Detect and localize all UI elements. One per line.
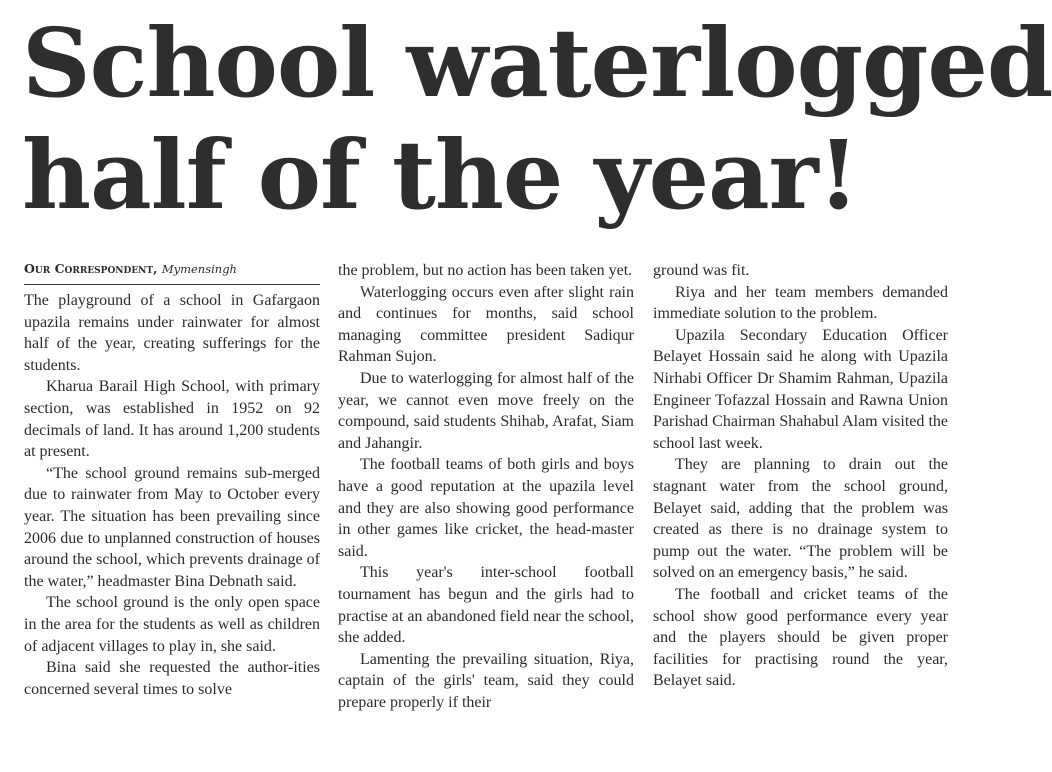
paragraph: Bina said she requested the author-ities concerned several times to solve <box>24 659 320 698</box>
paragraph: the problem, but no action has been taken yet. <box>338 262 633 279</box>
paragraph: “The school ground remains sub-merged due to rainwater from May to October every year. The situation has been prevailing since 2006 due to unplanned construction of houses around the school, which prevents drainage of the water,” headmaster Bina Debnath said. <box>24 464 320 590</box>
paragraph: Upazila Secondary Education Officer Belayet Hossain said he along with Upazila Nirhabi Officer Dr Shamim Rahman, Upazila Engineer Tofazzal Hossain and Rawna Union Parishad Chairman Shahabul Alam visited the school last week. <box>653 326 948 452</box>
paragraph: They are planning to drain out the stagnant water from the school ground, Belayet said, adding that the problem was created as there is no drainage system to pump out the water. “The problem will be solved on an emergency basis,” he said. <box>653 456 948 582</box>
paragraph: ground was fit. <box>653 262 750 279</box>
paragraph: The football and cricket teams of the school show good performance every year and the players should be given proper facilities for practising round the year, Belayet said. <box>653 585 948 690</box>
paragraph: This year's inter-school football tournament has begun and the girls had to practise at an abandoned field near the school, she added. <box>338 564 634 647</box>
headline <box>22 8 1052 232</box>
article-column-2 <box>338 260 634 713</box>
paragraph: Waterlogging occurs even after slight rain and continues for months, said school managing committee president Sadiqur Rahman Sujon. <box>338 283 634 366</box>
paragraph: Riya and her team members demanded immediate solution to the problem. <box>653 283 948 323</box>
byline-author: Our Correspondent, <box>24 261 158 276</box>
article-column-1 <box>24 260 320 700</box>
article-column-3 <box>653 260 948 692</box>
byline-location: Mymensingh <box>161 262 237 276</box>
paragraph: Due to waterlogging for almost half of the year, we cannot even move freely on the compound, said students Shihab, Arafat, Siam and Jahangir. <box>338 369 634 452</box>
byline <box>24 260 320 285</box>
paragraph: Lamenting the prevailing situation, Riya, captain of the girls' team, said they could prepare properly if their <box>338 650 634 711</box>
headline-line-1: School waterlogged <box>22 8 1052 119</box>
paragraph: The football teams of both girls and boys have a good reputation at the upazila level and they are also showing good performance in other games like cricket, the head-master said. <box>338 456 634 560</box>
paragraph: Kharua Barail High School, with primary section, was established in 1952 on 92 decimals of land. It has around 1,200 students at present. <box>24 378 320 461</box>
headline-line-2: half of the year! <box>22 120 859 231</box>
paragraph: The school ground is the only open space in the area for the students as well as children of adjacent villages to play in, she said. <box>24 594 320 655</box>
paragraph: The playground of a school in Gafargaon upazila remains under rainwater for almost half of the year, creating sufferings for the students. <box>24 292 320 374</box>
